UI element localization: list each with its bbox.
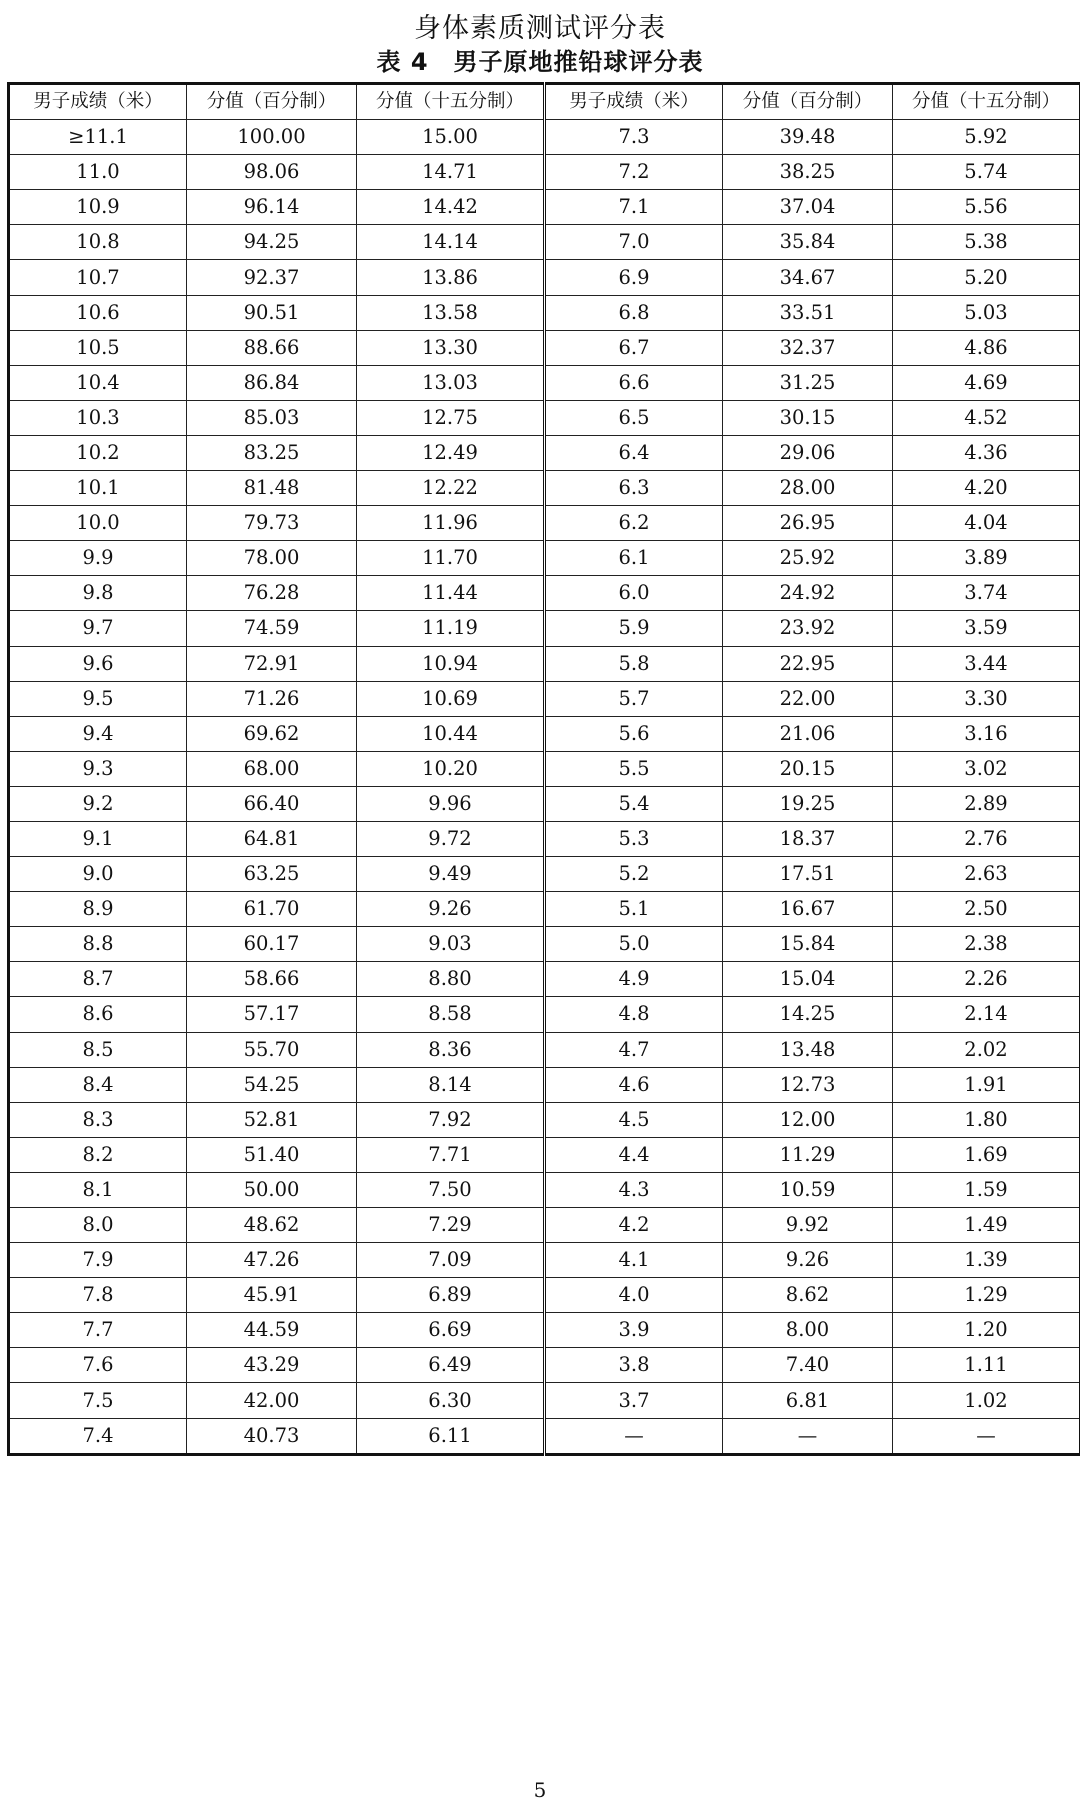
cell-percent-right: 12.00 xyxy=(723,1102,893,1137)
cell-fifteen-right: 4.20 xyxy=(893,471,1080,506)
cell-fifteen-right: 2.14 xyxy=(893,997,1080,1032)
cell-score-right: 4.8 xyxy=(545,997,723,1032)
cell-percent-left: 64.81 xyxy=(187,821,357,856)
table-row xyxy=(9,1208,1080,1243)
cell-percent-left: 43.29 xyxy=(187,1348,357,1383)
table-row xyxy=(9,1137,1080,1172)
cell-percent-right: 25.92 xyxy=(723,541,893,576)
cell-fifteen-right: 1.49 xyxy=(893,1208,1080,1243)
cell-percent-left: 85.03 xyxy=(187,400,357,435)
cell-percent-right: 31.25 xyxy=(723,365,893,400)
cell-score-right: 6.7 xyxy=(545,330,723,365)
cell-percent-right: 19.25 xyxy=(723,786,893,821)
cell-fifteen-left: 9.03 xyxy=(357,927,545,962)
cell-percent-right: 22.00 xyxy=(723,681,893,716)
table-row xyxy=(9,260,1080,295)
cell-score-left: 7.8 xyxy=(9,1278,187,1313)
table-row xyxy=(9,1243,1080,1278)
cell-score-right: 5.8 xyxy=(545,646,723,681)
cell-score-left: 10.7 xyxy=(9,260,187,295)
cell-percent-right: 39.48 xyxy=(723,120,893,155)
cell-fifteen-left: 6.69 xyxy=(357,1313,545,1348)
table-row xyxy=(9,435,1080,470)
cell-fifteen-left: 13.86 xyxy=(357,260,545,295)
cell-score-right: 5.5 xyxy=(545,751,723,786)
cell-score-right: 6.5 xyxy=(545,400,723,435)
cell-score-left: 10.1 xyxy=(9,471,187,506)
cell-score-left: 7.4 xyxy=(9,1418,187,1454)
cell-fifteen-right: 2.38 xyxy=(893,927,1080,962)
table-row xyxy=(9,646,1080,681)
cell-score-right: 6.2 xyxy=(545,506,723,541)
cell-percent-left: 74.59 xyxy=(187,611,357,646)
cell-percent-left: 88.66 xyxy=(187,330,357,365)
cell-score-left: 7.5 xyxy=(9,1383,187,1418)
cell-fifteen-right: 4.36 xyxy=(893,435,1080,470)
cell-fifteen-right: 1.69 xyxy=(893,1137,1080,1172)
cell-percent-right: 37.04 xyxy=(723,190,893,225)
table-row xyxy=(9,400,1080,435)
cell-score-right: 4.5 xyxy=(545,1102,723,1137)
cell-score-left: 7.7 xyxy=(9,1313,187,1348)
cell-fifteen-right: 2.26 xyxy=(893,962,1080,997)
cell-fifteen-left: 7.50 xyxy=(357,1172,545,1207)
cell-score-right: 6.9 xyxy=(545,260,723,295)
cell-percent-left: 42.00 xyxy=(187,1383,357,1418)
cell-percent-right: 15.04 xyxy=(723,962,893,997)
table-row xyxy=(9,962,1080,997)
cell-score-left: 9.1 xyxy=(9,821,187,856)
cell-score-left: 8.3 xyxy=(9,1102,187,1137)
table-row xyxy=(9,1383,1080,1418)
header-fifteen-right: 分值（十五分制） xyxy=(893,84,1080,120)
cell-score-left: 8.2 xyxy=(9,1137,187,1172)
cell-fifteen-left: 6.49 xyxy=(357,1348,545,1383)
cell-fifteen-left: 14.42 xyxy=(357,190,545,225)
cell-fifteen-left: 11.96 xyxy=(357,506,545,541)
cell-fifteen-right: 5.03 xyxy=(893,295,1080,330)
cell-percent-right: 18.37 xyxy=(723,821,893,856)
cell-score-left: 8.9 xyxy=(9,892,187,927)
cell-percent-right: 8.00 xyxy=(723,1313,893,1348)
cell-fifteen-left: 8.80 xyxy=(357,962,545,997)
table-row xyxy=(9,681,1080,716)
cell-fifteen-left: 8.58 xyxy=(357,997,545,1032)
cell-percent-left: 100.00 xyxy=(187,120,357,155)
cell-score-right: 6.4 xyxy=(545,435,723,470)
cell-score-right: 6.1 xyxy=(545,541,723,576)
cell-fifteen-right: 4.52 xyxy=(893,400,1080,435)
page-number: 5 xyxy=(533,1778,547,1802)
cell-percent-right: 6.81 xyxy=(723,1383,893,1418)
cell-score-left: 7.9 xyxy=(9,1243,187,1278)
cell-score-right: 3.8 xyxy=(545,1348,723,1383)
cell-percent-left: 94.25 xyxy=(187,225,357,260)
cell-score-left: 8.6 xyxy=(9,997,187,1032)
cell-percent-right: 9.26 xyxy=(723,1243,893,1278)
cell-score-right: — xyxy=(545,1418,723,1454)
cell-score-left: ≥11.1 xyxy=(9,120,187,155)
cell-score-left: 10.8 xyxy=(9,225,187,260)
cell-score-left: 10.0 xyxy=(9,506,187,541)
cell-score-left: 10.5 xyxy=(9,330,187,365)
cell-percent-left: 57.17 xyxy=(187,997,357,1032)
cell-percent-left: 44.59 xyxy=(187,1313,357,1348)
cell-fifteen-left: 9.96 xyxy=(357,786,545,821)
cell-score-left: 9.5 xyxy=(9,681,187,716)
cell-percent-left: 55.70 xyxy=(187,1032,357,1067)
cell-score-left: 8.7 xyxy=(9,962,187,997)
cell-percent-right: 23.92 xyxy=(723,611,893,646)
cell-score-left: 9.3 xyxy=(9,751,187,786)
cell-fifteen-right: 4.69 xyxy=(893,365,1080,400)
cell-percent-left: 90.51 xyxy=(187,295,357,330)
cell-fifteen-left: 10.69 xyxy=(357,681,545,716)
cell-percent-right: 11.29 xyxy=(723,1137,893,1172)
cell-percent-right: 10.59 xyxy=(723,1172,893,1207)
cell-fifteen-left: 12.75 xyxy=(357,400,545,435)
cell-score-right: 5.9 xyxy=(545,611,723,646)
cell-score-right: 6.3 xyxy=(545,471,723,506)
cell-score-left: 8.4 xyxy=(9,1067,187,1102)
table-row xyxy=(9,1032,1080,1067)
cell-percent-right: 12.73 xyxy=(723,1067,893,1102)
table-row xyxy=(9,1313,1080,1348)
cell-fifteen-right: 1.59 xyxy=(893,1172,1080,1207)
table-row xyxy=(9,1418,1080,1454)
cell-fifteen-left: 7.71 xyxy=(357,1137,545,1172)
cell-score-right: 3.7 xyxy=(545,1383,723,1418)
cell-score-right: 4.0 xyxy=(545,1278,723,1313)
table-row xyxy=(9,471,1080,506)
cell-percent-left: 50.00 xyxy=(187,1172,357,1207)
cell-fifteen-left: 13.03 xyxy=(357,365,545,400)
table-row xyxy=(9,997,1080,1032)
cell-fifteen-right: 4.86 xyxy=(893,330,1080,365)
cell-percent-left: 81.48 xyxy=(187,471,357,506)
cell-score-left: 9.4 xyxy=(9,716,187,751)
cell-score-right: 6.0 xyxy=(545,576,723,611)
table-row xyxy=(9,611,1080,646)
cell-fifteen-left: 13.58 xyxy=(357,295,545,330)
cell-fifteen-left: 11.70 xyxy=(357,541,545,576)
cell-fifteen-left: 13.30 xyxy=(357,330,545,365)
cell-score-right: 4.1 xyxy=(545,1243,723,1278)
table-caption: 表 4 男子原地推铅球评分表 xyxy=(376,48,704,76)
cell-percent-right: 28.00 xyxy=(723,471,893,506)
cell-percent-left: 71.26 xyxy=(187,681,357,716)
cell-fifteen-right: 1.11 xyxy=(893,1348,1080,1383)
table-row xyxy=(9,751,1080,786)
cell-fifteen-left: 7.09 xyxy=(357,1243,545,1278)
header-percent-left: 分值（百分制） xyxy=(187,84,357,120)
cell-percent-left: 58.66 xyxy=(187,962,357,997)
cell-score-right: 7.0 xyxy=(545,225,723,260)
table-row xyxy=(9,1102,1080,1137)
cell-percent-left: 78.00 xyxy=(187,541,357,576)
cell-fifteen-right: 1.20 xyxy=(893,1313,1080,1348)
cell-fifteen-right: 2.02 xyxy=(893,1032,1080,1067)
cell-score-right: 5.2 xyxy=(545,857,723,892)
cell-fifteen-right: 1.29 xyxy=(893,1278,1080,1313)
cell-fifteen-left: 6.89 xyxy=(357,1278,545,1313)
cell-score-right: 4.3 xyxy=(545,1172,723,1207)
cell-fifteen-left: 10.20 xyxy=(357,751,545,786)
cell-score-left: 11.0 xyxy=(9,155,187,190)
cell-fifteen-right: 5.74 xyxy=(893,155,1080,190)
cell-percent-right: 8.62 xyxy=(723,1278,893,1313)
cell-score-right: 5.4 xyxy=(545,786,723,821)
cell-score-right: 5.0 xyxy=(545,927,723,962)
document-title: 身体素质测试评分表 xyxy=(414,13,666,44)
cell-score-right: 7.3 xyxy=(545,120,723,155)
cell-percent-right: 21.06 xyxy=(723,716,893,751)
cell-fifteen-left: 14.14 xyxy=(357,225,545,260)
cell-score-right: 5.7 xyxy=(545,681,723,716)
cell-fifteen-left: 10.94 xyxy=(357,646,545,681)
cell-fifteen-left: 8.14 xyxy=(357,1067,545,1102)
cell-percent-left: 72.91 xyxy=(187,646,357,681)
cell-score-left: 10.3 xyxy=(9,400,187,435)
table-row xyxy=(9,120,1080,155)
cell-fifteen-right: 3.44 xyxy=(893,646,1080,681)
cell-fifteen-right: 1.91 xyxy=(893,1067,1080,1102)
cell-fifteen-right: 2.76 xyxy=(893,821,1080,856)
cell-percent-right: 30.15 xyxy=(723,400,893,435)
cell-percent-right: 9.92 xyxy=(723,1208,893,1243)
cell-fifteen-right: 2.63 xyxy=(893,857,1080,892)
cell-percent-right: 17.51 xyxy=(723,857,893,892)
table-row xyxy=(9,190,1080,225)
cell-fifteen-right: 2.50 xyxy=(893,892,1080,927)
table-row xyxy=(9,576,1080,611)
cell-score-right: 7.2 xyxy=(545,155,723,190)
table-row xyxy=(9,365,1080,400)
table-header-row xyxy=(9,84,1080,120)
cell-score-left: 9.0 xyxy=(9,857,187,892)
cell-score-left: 9.8 xyxy=(9,576,187,611)
cell-percent-left: 92.37 xyxy=(187,260,357,295)
table-row xyxy=(9,1348,1080,1383)
cell-percent-right: 15.84 xyxy=(723,927,893,962)
cell-score-left: 7.6 xyxy=(9,1348,187,1383)
cell-percent-right: 26.95 xyxy=(723,506,893,541)
cell-percent-right: 33.51 xyxy=(723,295,893,330)
cell-fifteen-right: 5.20 xyxy=(893,260,1080,295)
cell-fifteen-left: 7.29 xyxy=(357,1208,545,1243)
cell-fifteen-left: 12.22 xyxy=(357,471,545,506)
cell-fifteen-left: 12.49 xyxy=(357,435,545,470)
cell-percent-left: 76.28 xyxy=(187,576,357,611)
cell-score-right: 4.6 xyxy=(545,1067,723,1102)
cell-fifteen-left: 6.30 xyxy=(357,1383,545,1418)
cell-score-right: 7.1 xyxy=(545,190,723,225)
cell-score-right: 5.6 xyxy=(545,716,723,751)
table-row xyxy=(9,541,1080,576)
cell-fifteen-right: 1.80 xyxy=(893,1102,1080,1137)
cell-fifteen-left: 9.26 xyxy=(357,892,545,927)
cell-score-left: 9.2 xyxy=(9,786,187,821)
cell-fifteen-right: 3.16 xyxy=(893,716,1080,751)
table-body xyxy=(9,120,1080,1455)
cell-score-left: 8.1 xyxy=(9,1172,187,1207)
table-row xyxy=(9,786,1080,821)
cell-score-left: 8.8 xyxy=(9,927,187,962)
cell-fifteen-right: 3.02 xyxy=(893,751,1080,786)
cell-score-left: 10.6 xyxy=(9,295,187,330)
table-row xyxy=(9,857,1080,892)
cell-percent-right: 20.15 xyxy=(723,751,893,786)
cell-fifteen-right: — xyxy=(893,1418,1080,1454)
cell-percent-left: 68.00 xyxy=(187,751,357,786)
cell-score-right: 4.2 xyxy=(545,1208,723,1243)
cell-percent-right: 35.84 xyxy=(723,225,893,260)
cell-score-left: 9.7 xyxy=(9,611,187,646)
cell-percent-left: 52.81 xyxy=(187,1102,357,1137)
cell-score-right: 3.9 xyxy=(545,1313,723,1348)
cell-percent-left: 66.40 xyxy=(187,786,357,821)
cell-percent-left: 54.25 xyxy=(187,1067,357,1102)
table-row xyxy=(9,295,1080,330)
cell-percent-left: 86.84 xyxy=(187,365,357,400)
cell-percent-left: 61.70 xyxy=(187,892,357,927)
header-score-left: 男子成绩（米） xyxy=(9,84,187,120)
cell-percent-left: 48.62 xyxy=(187,1208,357,1243)
table-row xyxy=(9,927,1080,962)
table-row xyxy=(9,716,1080,751)
cell-score-left: 10.9 xyxy=(9,190,187,225)
cell-percent-left: 83.25 xyxy=(187,435,357,470)
cell-percent-left: 51.40 xyxy=(187,1137,357,1172)
cell-percent-left: 79.73 xyxy=(187,506,357,541)
cell-score-left: 9.9 xyxy=(9,541,187,576)
cell-fifteen-left: 9.49 xyxy=(357,857,545,892)
cell-percent-right: 7.40 xyxy=(723,1348,893,1383)
cell-percent-right: 24.92 xyxy=(723,576,893,611)
cell-percent-right: 32.37 xyxy=(723,330,893,365)
cell-fifteen-left: 8.36 xyxy=(357,1032,545,1067)
table-row xyxy=(9,1278,1080,1313)
cell-score-left: 8.0 xyxy=(9,1208,187,1243)
cell-score-right: 5.3 xyxy=(545,821,723,856)
cell-score-right: 6.8 xyxy=(545,295,723,330)
cell-fifteen-right: 5.38 xyxy=(893,225,1080,260)
cell-percent-right: 22.95 xyxy=(723,646,893,681)
cell-fifteen-right: 3.59 xyxy=(893,611,1080,646)
table-row xyxy=(9,155,1080,190)
header-score-right: 男子成绩（米） xyxy=(545,84,723,120)
cell-fifteen-right: 2.89 xyxy=(893,786,1080,821)
shot-put-score-table xyxy=(7,82,1080,1456)
cell-fifteen-left: 11.19 xyxy=(357,611,545,646)
cell-fifteen-right: 4.04 xyxy=(893,506,1080,541)
cell-score-left: 8.5 xyxy=(9,1032,187,1067)
cell-fifteen-left: 15.00 xyxy=(357,120,545,155)
cell-score-right: 4.4 xyxy=(545,1137,723,1172)
cell-score-right: 4.7 xyxy=(545,1032,723,1067)
cell-percent-left: 40.73 xyxy=(187,1418,357,1454)
cell-score-right: 5.1 xyxy=(545,892,723,927)
cell-percent-left: 69.62 xyxy=(187,716,357,751)
cell-score-right: 6.6 xyxy=(545,365,723,400)
header-percent-right: 分值（百分制） xyxy=(723,84,893,120)
cell-percent-right: — xyxy=(723,1418,893,1454)
cell-fifteen-right: 1.39 xyxy=(893,1243,1080,1278)
cell-fifteen-right: 5.56 xyxy=(893,190,1080,225)
cell-fifteen-left: 7.92 xyxy=(357,1102,545,1137)
cell-percent-right: 38.25 xyxy=(723,155,893,190)
cell-fifteen-right: 3.74 xyxy=(893,576,1080,611)
cell-percent-left: 47.26 xyxy=(187,1243,357,1278)
cell-fifteen-left: 9.72 xyxy=(357,821,545,856)
cell-fifteen-right: 5.92 xyxy=(893,120,1080,155)
cell-percent-left: 63.25 xyxy=(187,857,357,892)
cell-percent-right: 34.67 xyxy=(723,260,893,295)
table-row xyxy=(9,1172,1080,1207)
table-row xyxy=(9,821,1080,856)
table-row xyxy=(9,1067,1080,1102)
cell-percent-left: 96.14 xyxy=(187,190,357,225)
cell-percent-right: 14.25 xyxy=(723,997,893,1032)
cell-percent-right: 29.06 xyxy=(723,435,893,470)
cell-fifteen-left: 14.71 xyxy=(357,155,545,190)
cell-fifteen-left: 6.11 xyxy=(357,1418,545,1454)
cell-percent-left: 98.06 xyxy=(187,155,357,190)
cell-fifteen-right: 3.30 xyxy=(893,681,1080,716)
cell-score-left: 10.4 xyxy=(9,365,187,400)
cell-score-left: 10.2 xyxy=(9,435,187,470)
cell-percent-left: 60.17 xyxy=(187,927,357,962)
cell-score-left: 9.6 xyxy=(9,646,187,681)
cell-score-right: 4.9 xyxy=(545,962,723,997)
table-row xyxy=(9,892,1080,927)
cell-fifteen-right: 3.89 xyxy=(893,541,1080,576)
cell-percent-left: 45.91 xyxy=(187,1278,357,1313)
cell-percent-right: 16.67 xyxy=(723,892,893,927)
cell-percent-right: 13.48 xyxy=(723,1032,893,1067)
cell-fifteen-left: 10.44 xyxy=(357,716,545,751)
table-row xyxy=(9,506,1080,541)
header-fifteen-left: 分值（十五分制） xyxy=(357,84,545,120)
cell-fifteen-right: 1.02 xyxy=(893,1383,1080,1418)
table-row xyxy=(9,330,1080,365)
cell-fifteen-left: 11.44 xyxy=(357,576,545,611)
table-row xyxy=(9,225,1080,260)
